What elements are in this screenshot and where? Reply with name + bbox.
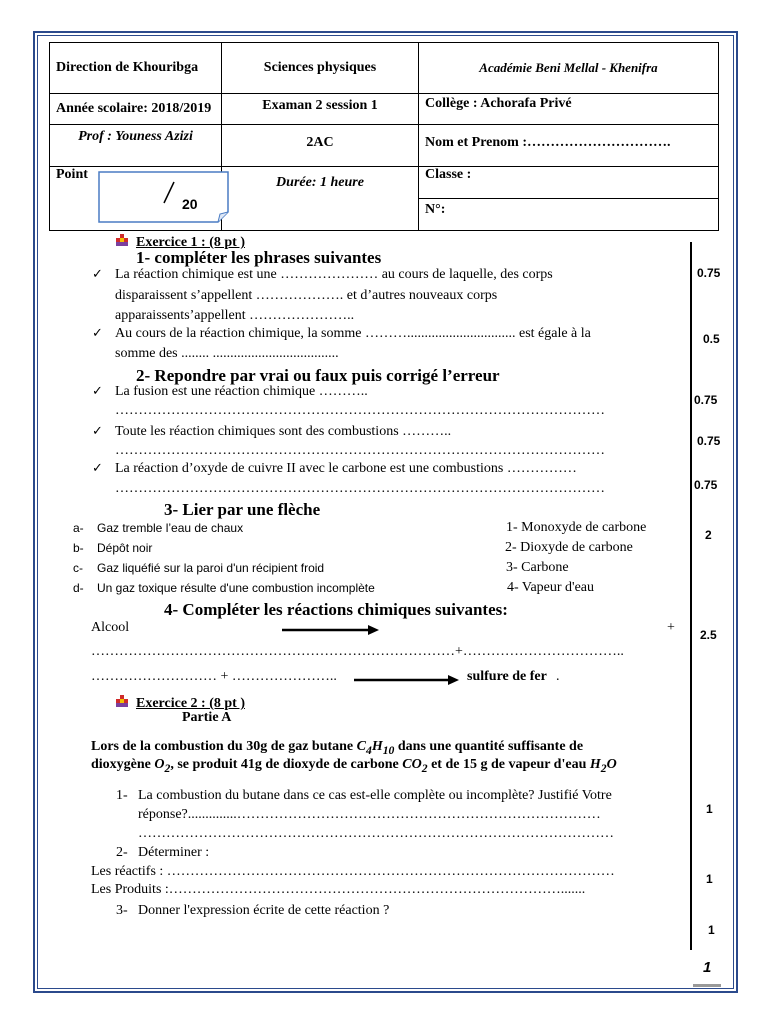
intro-text: dioxygène: [91, 757, 155, 772]
point-box-shape: [98, 171, 230, 223]
match-right-item: 3- Carbone: [506, 560, 569, 575]
reaction2-product: sulfure de fer: [467, 669, 547, 684]
formula-subscript: 2: [164, 761, 171, 775]
formula-symbol: O: [606, 757, 617, 772]
formula-subscript: 10: [382, 743, 395, 757]
exercise2-part-a: Partie A: [182, 710, 232, 725]
point-label: Point: [56, 167, 88, 182]
question3-text: Donner l'expression écrite de cette réaction ?: [138, 903, 390, 918]
butane-formula: [356, 739, 395, 757]
formula-subscript: 2: [600, 761, 607, 775]
year-cell: [50, 94, 222, 125]
match-left-item: Dépôt noir: [97, 541, 153, 555]
class-field-label: Classe :: [425, 167, 472, 182]
exercise2-intro-line1: [91, 739, 583, 757]
check-icon: ✓: [92, 424, 103, 439]
match-left-item: Un gaz toxique résulte d'une combustion incomplète: [97, 581, 375, 595]
part1-s1-line3: apparaissents’appellent …………………..: [115, 308, 355, 323]
formula-symbol: CO: [402, 757, 422, 772]
intro-text: et de 15 g de vapeur d'eau: [427, 757, 590, 772]
question1-line2: réponse?..............……………………………………………………………………: [138, 807, 601, 822]
score-5: 0.75: [694, 478, 718, 492]
part3-title: 3- Lier par une flèche: [164, 500, 321, 519]
reactants-line: Les réactifs : ……………………………………………………………………………………: [91, 864, 615, 879]
reaction1-plus: +: [667, 620, 675, 635]
part2-q1: La fusion est une réaction chimique ………..: [115, 384, 368, 399]
score-7: 2.5: [700, 628, 717, 642]
duration-text: Durée: 1 heure: [276, 175, 364, 190]
question2-number: 2-: [116, 845, 128, 860]
name-field-label: Nom et Prenom :………………………….: [425, 135, 671, 150]
subject-text: Sciences physiques: [263, 60, 377, 75]
match-left-letter: c-: [73, 561, 83, 575]
formula-symbol: H: [371, 739, 383, 754]
part1-s1-line2: disparaissent s’appellent ………………. et d’autres nouveaux corps: [115, 288, 498, 303]
check-icon: ✓: [92, 384, 103, 399]
formula-symbol: O: [154, 757, 165, 772]
score-10: 1: [708, 923, 715, 937]
class-cell: [419, 167, 719, 199]
subject-cell: [222, 43, 419, 94]
academy-text: Académie Beni Mellal - Khenifra: [479, 60, 658, 75]
part1-s2-line2: somme des ........ ....................................: [115, 346, 339, 361]
number-cell: [419, 199, 719, 231]
college-cell: [419, 94, 719, 125]
part2-q2-answer-dots: ……………………………………………………………………………………………: [115, 443, 605, 458]
part1-s1-line1: La réaction chimique est une ………………… au cours de laquelle, des corps: [115, 267, 553, 282]
score-4: 0.75: [697, 434, 721, 448]
exercise2-intro-line2: [91, 757, 617, 775]
duration-cell: [222, 167, 419, 231]
part2-q3: La réaction d’oxyde de cuivre II avec le carbone est une combustions ……………: [115, 461, 577, 476]
page-number: 1: [703, 959, 712, 976]
reaction1-arrow-icon: [282, 624, 380, 636]
exam-cell: [222, 94, 419, 125]
intro-text: dans une quantité suffisante de: [394, 739, 584, 754]
reaction2-arrow-icon: [354, 674, 460, 686]
reaction1-products-line: ……………………………………………………………………+……………………………..: [91, 644, 624, 659]
direction-text: Direction de Khouribga: [56, 60, 199, 75]
match-left-letter: d-: [73, 581, 84, 595]
level-text: 2AC: [306, 135, 334, 150]
intro-text: , se produit 41g de dioxyde de carbone: [170, 757, 403, 772]
part1-title: 1- compléter les phrases suivantes: [136, 248, 382, 267]
prof-text: Prof : Youness Azizi: [78, 129, 193, 144]
exercise1-title: Exercice 1 : (8 pt ): [136, 235, 245, 250]
reaction1-reactant: Alcool: [91, 620, 130, 635]
match-left-item: Gaz liquéfié sur la paroi d'un récipient froid: [97, 561, 325, 575]
co2-formula: [402, 757, 428, 775]
page-number-rule: [693, 984, 721, 987]
match-left-item: Gaz tremble l’eau de chaux: [97, 521, 244, 535]
score-column-line: [690, 242, 692, 950]
name-cell: [419, 125, 719, 167]
score-1: 0.75: [697, 266, 721, 280]
direction-cell: [50, 43, 222, 94]
score-2: 0.5: [703, 332, 720, 346]
exercise-marker-icon: [116, 233, 128, 245]
year-text: Année scolaire: 2018/2019: [56, 101, 212, 116]
academy-cell: [419, 43, 719, 94]
match-right-item: 2- Dioxyde de carbone: [505, 540, 633, 555]
part2-q2: Toute les réaction chimiques sont des combustions ………..: [115, 424, 452, 439]
question1-line1: La combustion du butane dans ce cas est-elle complète ou incomplète? Justifié Votre: [138, 788, 612, 803]
formula-subscript: 4: [366, 743, 372, 757]
match-left-letter: b-: [73, 541, 84, 555]
part1-s2-line1: Au cours de la réaction chimique, la somme ………............................... est égale à la: [115, 326, 591, 341]
water-formula: [589, 757, 617, 775]
score-8: 1: [706, 802, 713, 816]
point-total: 20: [182, 196, 198, 212]
match-left-letter: a-: [73, 521, 84, 535]
reaction2-period: .: [556, 669, 560, 684]
part2-q3-answer-dots: ……………………………………………………………………………………………: [115, 481, 605, 496]
part2-q1-answer-dots: ……………………………………………………………………………………………: [115, 403, 605, 418]
products-line: Les Produits :………………………………………………………………………….......: [91, 882, 586, 897]
score-6: 2: [705, 528, 712, 542]
number-field-label: N°:: [425, 202, 446, 217]
question3-number: 3-: [116, 903, 128, 918]
prof-cell: [50, 125, 222, 167]
match-right-item: 1- Monoxyde de carbone: [506, 520, 647, 535]
check-icon: ✓: [92, 267, 103, 282]
check-icon: ✓: [92, 326, 103, 341]
formula-symbol: H: [589, 757, 601, 772]
point-box: [98, 171, 230, 223]
question2-text: Déterminer :: [138, 845, 210, 860]
level-cell: [222, 125, 419, 167]
score-3: 0.75: [694, 393, 718, 407]
part4-title: 4- Compléter les réactions chimiques suivantes:: [164, 600, 508, 619]
formula-symbol: C: [356, 739, 366, 754]
formula-subscript: 2: [421, 761, 428, 775]
match-right-item: 4- Vapeur d'eau: [507, 580, 595, 595]
check-icon: ✓: [92, 461, 103, 476]
score-9: 1: [706, 872, 713, 886]
intro-text: Lors de la combustion du 30g de gaz butane: [91, 739, 357, 754]
exam-text: Examan 2 session 1: [262, 98, 378, 113]
exercise2-title: Exercice 2 : (8 pt ): [136, 696, 245, 711]
part2-title: 2- Repondre par vrai ou faux puis corrigé l’erreur: [136, 366, 500, 385]
question1-number: 1-: [116, 788, 128, 803]
oxygen-formula: [154, 757, 171, 775]
question1-line3: …………………………………………………………………………………………: [138, 826, 614, 841]
reaction2-reactants: ……………………… + …………………..: [91, 669, 337, 684]
exercise-marker-icon: [116, 694, 128, 706]
college-text: Collège : Achorafa Privé: [425, 96, 572, 111]
